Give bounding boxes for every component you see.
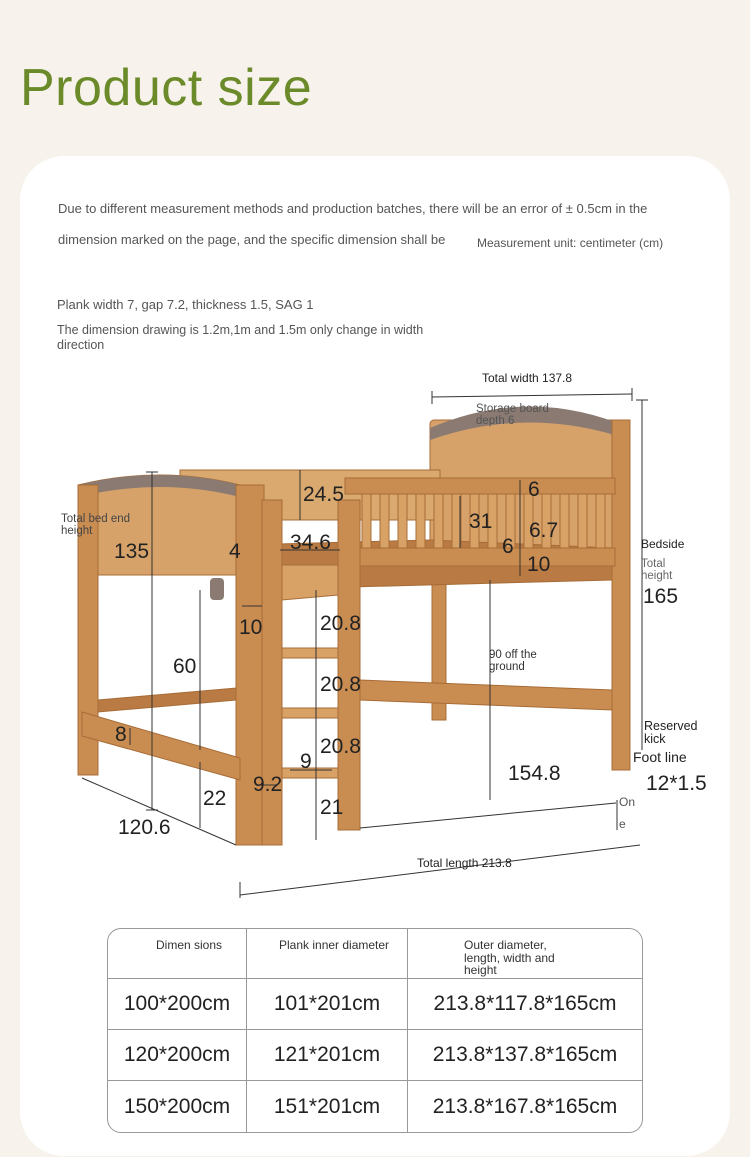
- note-line-1: Due to different measurement methods and production batches, there will be an error of ± 0.5cm in the: [58, 201, 648, 216]
- table-cell: 151*201cm: [247, 1081, 408, 1132]
- drawing-note: The dimension drawing is 1.2m,1m and 1.5m only change in width direction: [57, 323, 424, 352]
- bedside-label: Bedside: [641, 537, 685, 551]
- total-bed-end-height-label: Total bed end height: [61, 513, 131, 538]
- dim-12x1-5: 12*1.5: [646, 772, 707, 795]
- dim-4: 4: [229, 540, 241, 563]
- total-height-label: Total height: [641, 558, 673, 583]
- dim-154-8: 154.8: [508, 762, 561, 785]
- table-cell: 101*201cm: [247, 979, 408, 1030]
- dim-10-rail: 10: [527, 553, 551, 576]
- table-header-dimensions: Dimen sions: [108, 929, 247, 979]
- table-cell: 121*201cm: [247, 1030, 408, 1081]
- storage-board-label: Storage board depth 6: [476, 403, 549, 428]
- reserved-kick-label: Reserved kick: [644, 719, 698, 747]
- dim-6-7: 6.7: [529, 519, 559, 542]
- dim-34-6: 34.6: [290, 531, 331, 554]
- table-cell: 213.8*167.8*165cm: [432, 1094, 618, 1118]
- size-table: [107, 928, 643, 1133]
- table-header-outer: Outer diameter, length, width and height: [408, 929, 642, 979]
- table-cell: 213.8*137.8*165cm: [408, 1030, 642, 1081]
- dim-8: 8: [115, 723, 127, 746]
- table-header-plank-inner: Plank inner diameter: [247, 929, 408, 979]
- dim-9-2: 9.2: [253, 773, 283, 796]
- dim-10-ladder: 10: [239, 616, 263, 639]
- dim-165: 165: [643, 585, 679, 608]
- dim-31: 31: [469, 510, 493, 533]
- table-cell: 100*200cm: [108, 979, 247, 1030]
- total-width-label: Total width 137.8: [482, 371, 573, 385]
- dim-120-6: 120.6: [118, 816, 171, 839]
- dim-21: 21: [320, 796, 344, 819]
- table-cell: 150*200cm: [108, 1081, 247, 1132]
- note-line-2: dimension marked on the page, and the specific dimension shall be: [58, 232, 446, 247]
- dim-135: 135: [114, 540, 150, 563]
- dim-20-8-b: 20.8: [320, 673, 361, 696]
- measurement-unit: Measurement unit: centimeter (cm): [477, 236, 664, 250]
- on-e-label-2: e: [619, 817, 626, 831]
- dim-20-8-a: 20.8: [320, 612, 361, 635]
- total-length-label: Total length 213.8: [417, 856, 512, 870]
- dim-60: 60: [173, 655, 197, 678]
- plank-spec: Plank width 7, gap 7.2, thickness 1.5, SAG 1: [57, 297, 314, 312]
- dim-20-8-c: 20.8: [320, 735, 361, 758]
- page-title: Product size: [20, 59, 313, 117]
- dim-22: 22: [203, 787, 227, 810]
- dim-24-5: 24.5: [303, 483, 344, 506]
- foot-line-label: Foot line: [633, 749, 687, 765]
- table-cell: 213.8*117.8*165cm: [408, 979, 642, 1030]
- dim-9: 9: [300, 750, 312, 773]
- dim-6-mid: 6: [502, 535, 514, 558]
- dim-6-top: 6: [528, 478, 540, 501]
- on-e-label-1: On: [619, 795, 636, 809]
- ground-clearance-label: 90 off the ground: [489, 649, 537, 674]
- table-cell: 120*200cm: [108, 1030, 247, 1081]
